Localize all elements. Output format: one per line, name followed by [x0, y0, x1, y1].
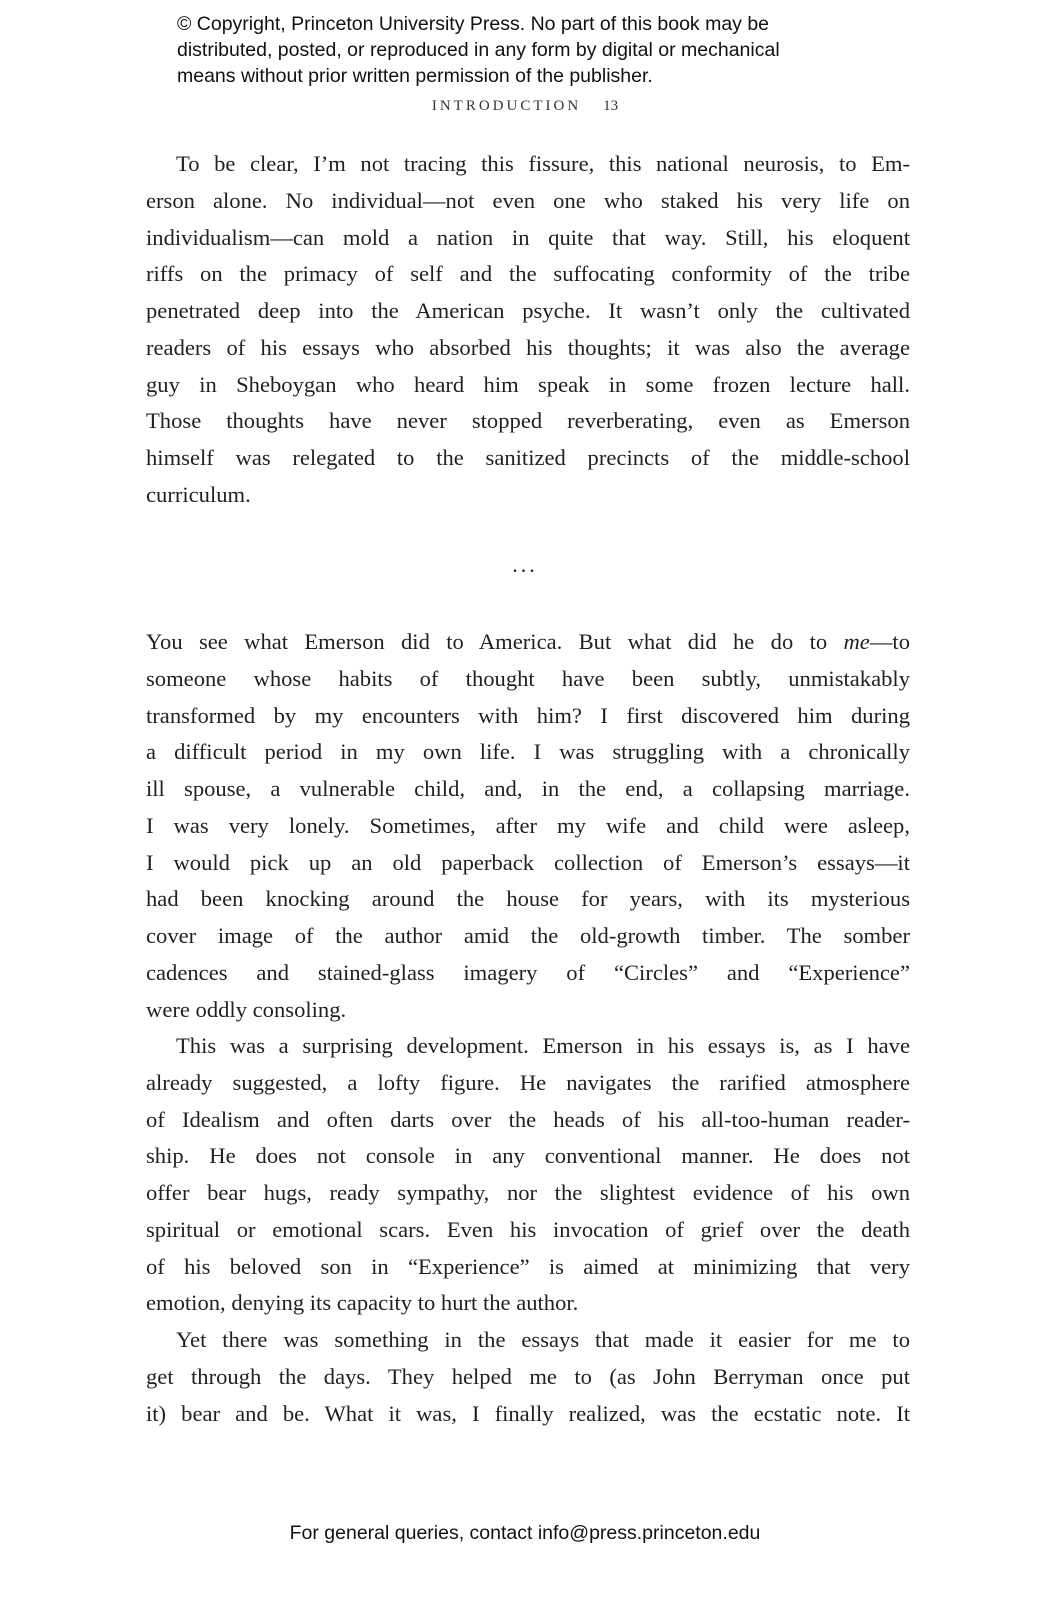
section-break: ...	[512, 552, 538, 577]
text-line: I would pick up an old paperback collection of Emerson’s essays—it	[146, 849, 910, 875]
page-number: 13	[603, 98, 619, 114]
running-head	[0, 98, 1050, 115]
text-line: already suggested, a lofty figure. He navigates the rarified atmosphere	[146, 1069, 910, 1095]
text-line: penetrated deep into the American psyche. It wasn’t only the cultivated	[146, 298, 910, 323]
text-line: curriculum.	[146, 481, 251, 507]
text-line: cover image of the author amid the old-growth timber. The somber	[146, 923, 910, 948]
notice-line: © Copyright, Princeton University Press. No part of this book may be	[177, 13, 770, 35]
text-run: You see what Emerson did to America. But what did he do to	[146, 629, 844, 654]
text-line: offer bear hugs, ready sympathy, nor the slightest evidence of his own	[146, 1180, 910, 1205]
copyright-notice	[177, 11, 897, 89]
text-line: cadences and stained-glass imagery of “Circles” and “Experience”	[146, 959, 910, 985]
notice-line: distributed, posted, or reproduced in any form by digital or mechanical	[177, 39, 780, 61]
text-line	[146, 624, 910, 661]
footer-contact: For general queries, contact info@press.princeton.edu	[289, 1522, 761, 1544]
text-line: Yet there was something in the essays that made it easier for me to	[176, 1327, 910, 1352]
text-line: get through the days. They helped me to (as John Berryman once put	[146, 1363, 910, 1389]
text-line: had been knocking around the house for years, with its mysterious	[146, 886, 910, 912]
text-line: guy in Sheboygan who heard him speak in some frozen lecture hall.	[146, 371, 910, 397]
text-line: someone whose habits of thought have been subtly, unmistakably	[146, 665, 910, 691]
text-line: transformed by my encounters with him? I first discovered him during	[146, 702, 910, 728]
paragraph-1	[146, 146, 910, 514]
text-line: ship. He does not console in any conventional manner. He does not	[146, 1143, 910, 1169]
paragraph-3	[146, 1028, 910, 1322]
text-line: a difficult period in my own life. I was struggling with a chronically	[146, 739, 910, 765]
text-line: individualism—can mold a nation in quite that way. Still, his eloquent	[146, 224, 910, 250]
section-title: INTRODUCTION	[431, 98, 582, 114]
text-line: were oddly consoling.	[146, 996, 347, 1022]
text-line: spiritual or emotional scars. Even his invocation of grief over the death	[146, 1216, 910, 1242]
text-line: Those thoughts have never stopped reverberating, even as Emerson	[146, 408, 910, 434]
paragraph-2	[146, 624, 910, 1028]
text-line: readers of his essays who absorbed his thoughts; it was also the average	[146, 334, 910, 360]
text-run: —to	[869, 629, 910, 654]
text-line: To be clear, I’m not tracing this fissure, this national neurosis, to Em-	[176, 151, 910, 176]
paragraph-4	[146, 1322, 910, 1432]
text-line: it) bear and be. What it was, I finally realized, was the ecstatic note. It	[146, 1400, 910, 1426]
text-line: of Idealism and often darts over the heads of his all-too-human reader-	[146, 1106, 910, 1132]
text-line: I was very lonely. Sometimes, after my wife and child were asleep,	[146, 812, 910, 838]
text-line: This was a surprising development. Emerson in his essays is, as I have	[176, 1033, 910, 1058]
text-line: riffs on the primacy of self and the suffocating conformity of the tribe	[146, 261, 910, 287]
emphasis: me	[843, 629, 870, 654]
text-line: erson alone. No individual—not even one who staked his very life on	[146, 187, 910, 213]
text-line: ill spouse, a vulnerable child, and, in the end, a collapsing marriage.	[146, 776, 910, 801]
text-line: of his beloved son in “Experience” is aimed at minimizing that very	[146, 1253, 910, 1279]
text-line: himself was relegated to the sanitized precincts of the middle-school	[146, 445, 910, 470]
text-line: emotion, denying its capacity to hurt the author.	[146, 1290, 579, 1316]
notice-line: means without prior written permission of the publisher.	[177, 65, 653, 87]
